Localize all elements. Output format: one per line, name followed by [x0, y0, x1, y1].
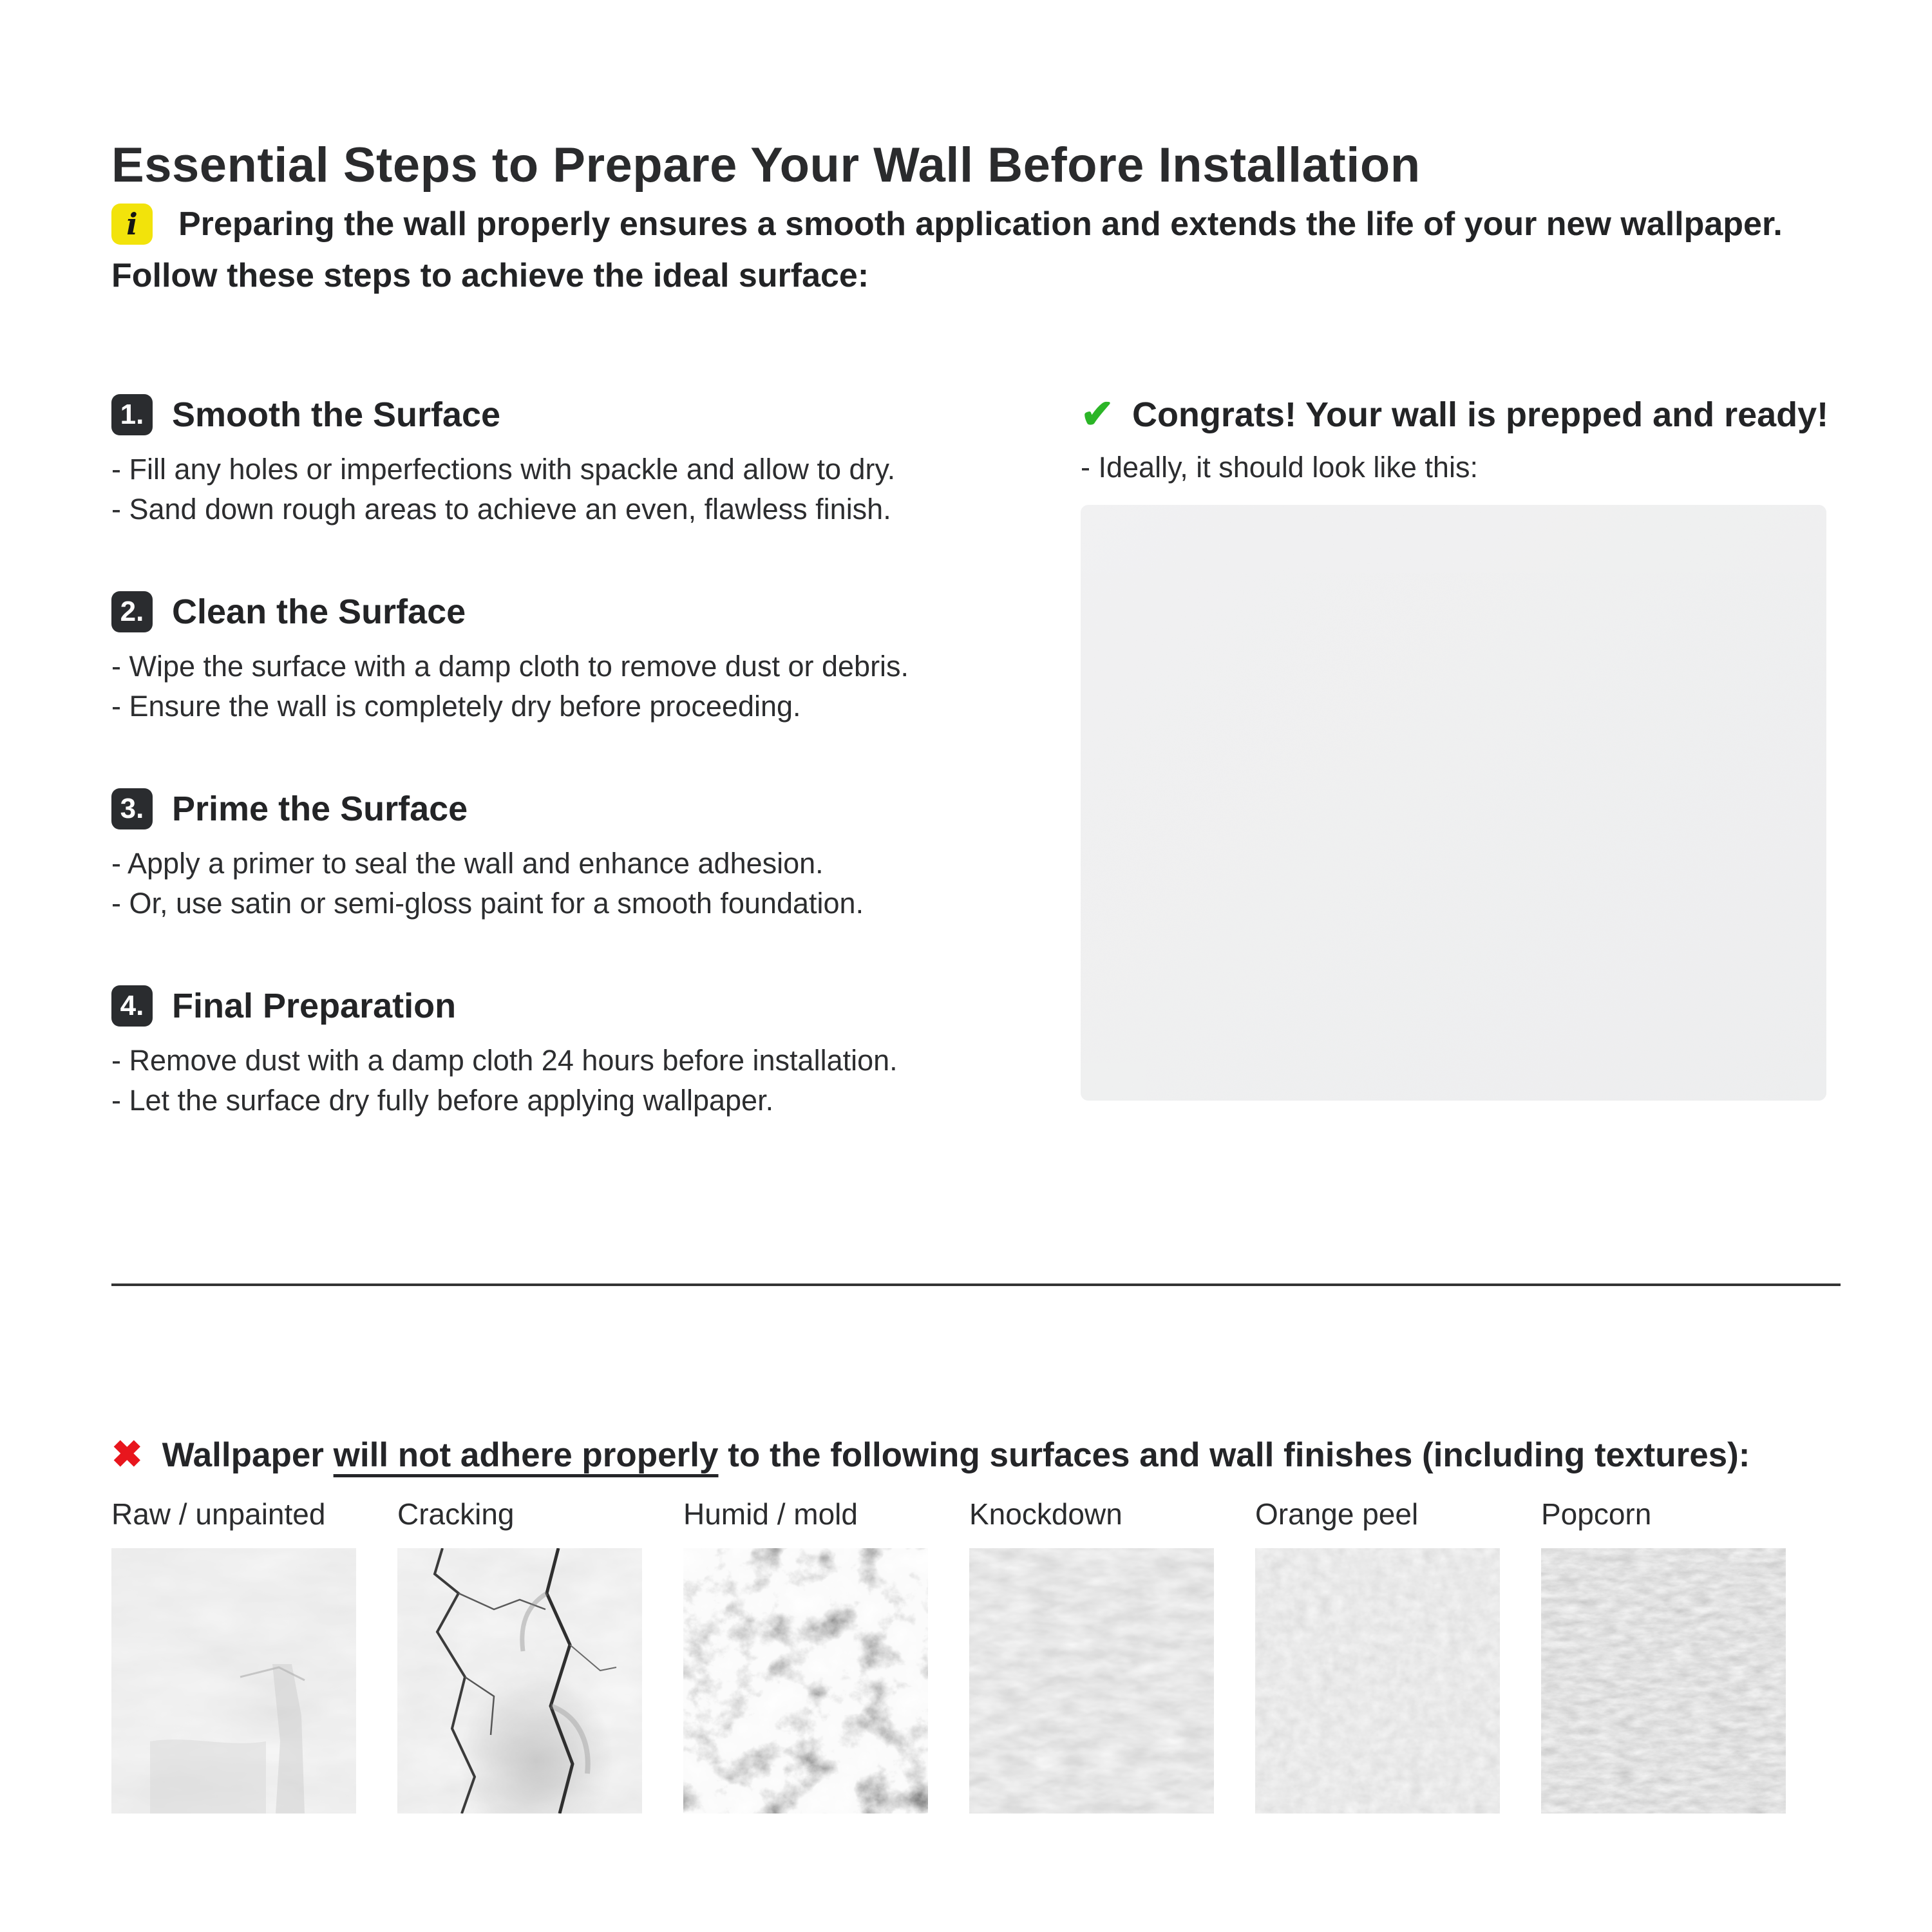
bullet: - Apply a primer to seal the wall and enhance adhesion. [111, 847, 824, 880]
success-title: Congrats! Your wall is prepped and ready! [1132, 395, 1829, 434]
bad-surfaces-row [111, 1497, 1850, 1814]
texture-thumbnail-raw-unpainted [111, 1548, 356, 1814]
step-2-title: Clean the Surface [172, 592, 466, 631]
step-4-title: Final Preparation [172, 987, 457, 1025]
step-1-smooth-the-surface [111, 394, 1065, 529]
cross-icon: ✖ [111, 1434, 143, 1475]
check-icon: ✔ [1081, 392, 1114, 437]
bullet: - Sand down rough areas to achieve an even, flawless finish. [111, 493, 891, 526]
surface-orange-peel [1255, 1497, 1500, 1814]
step-1-title: Smooth the Surface [172, 395, 501, 434]
surface-raw-unpainted [111, 1497, 356, 1814]
step-2-clean-the-surface [111, 591, 1065, 726]
ideal-wall-grain [1081, 505, 1826, 1101]
step-1-number-badge: 1. [111, 394, 153, 435]
step-4-heading [111, 985, 1065, 1027]
texture-thumbnail-cracking [397, 1548, 642, 1814]
texture-thumbnail-popcorn [1541, 1548, 1786, 1814]
bullet: - Let the surface dry fully before applying wallpaper. [111, 1084, 774, 1117]
step-3-bullets [111, 844, 1065, 923]
warning-text [162, 1435, 1750, 1475]
surface-knockdown [969, 1497, 1214, 1814]
step-2-number-badge: 2. [111, 591, 153, 632]
success-subtitle: - Ideally, it should look like this: [1081, 451, 1478, 484]
info-icon: i [111, 204, 153, 245]
warning-text-underlined: will not adhere properly [333, 1435, 719, 1474]
bullet: - Or, use satin or semi-gloss paint for a smooth foundation. [111, 887, 864, 920]
step-4-final-preparation [111, 985, 1065, 1121]
step-1-bullets [111, 450, 1065, 529]
bullet: - Ensure the wall is completely dry before proceeding. [111, 690, 801, 723]
surface-label: Humid / mold [683, 1497, 858, 1531]
success-heading [1081, 394, 1828, 435]
surface-humid-mold [683, 1497, 928, 1814]
step-3-heading [111, 788, 1065, 829]
success-panel [1081, 394, 1828, 1101]
surface-label: Orange peel [1255, 1497, 1419, 1531]
warning-section [111, 1435, 1850, 1814]
step-4-bullets [111, 1041, 1065, 1121]
surface-popcorn [1541, 1497, 1786, 1814]
bullet: - Wipe the surface with a damp cloth to remove dust or debris. [111, 650, 909, 683]
step-3-number-badge: 3. [111, 788, 153, 829]
intro-paragraph [111, 204, 1850, 295]
texture-thumbnail-orange-peel [1255, 1548, 1500, 1814]
page-title: Essential Steps to Prepare Your Wall Before Installation [111, 137, 1421, 193]
step-2-bullets [111, 647, 1065, 726]
surface-cracking [397, 1497, 642, 1814]
intro-line-1 [111, 204, 1850, 245]
bullet: - Fill any holes or imperfections with spackle and allow to dry. [111, 453, 896, 486]
step-3-prime-the-surface [111, 788, 1065, 923]
bullet: - Remove dust with a damp cloth 24 hours before installation. [111, 1044, 898, 1077]
surface-label: Raw / unpainted [111, 1497, 326, 1531]
warning-text-suffix: to the following surfaces and wall finishes (including textures): [718, 1435, 1750, 1474]
steps-list [111, 394, 1065, 1182]
intro-text-line-1: Preparing the wall properly ensures a smooth application and extends the life of your new wallpaper. [178, 205, 1783, 243]
step-1-heading [111, 394, 1065, 435]
warning-text-prefix: Wallpaper [162, 1435, 334, 1474]
surface-label: Knockdown [969, 1497, 1122, 1531]
warning-heading [111, 1435, 1850, 1475]
texture-thumbnail-knockdown [969, 1548, 1214, 1814]
step-4-number-badge: 4. [111, 985, 153, 1027]
step-3-title: Prime the Surface [172, 790, 468, 828]
ideal-wall-image [1081, 505, 1826, 1101]
section-divider [111, 1283, 1841, 1286]
surface-label: Popcorn [1541, 1497, 1652, 1531]
step-2-heading [111, 591, 1065, 632]
surface-label: Cracking [397, 1497, 515, 1531]
texture-thumbnail-humid-mold [683, 1548, 928, 1814]
intro-text-line-2: Follow these steps to achieve the ideal surface: [111, 257, 869, 294]
